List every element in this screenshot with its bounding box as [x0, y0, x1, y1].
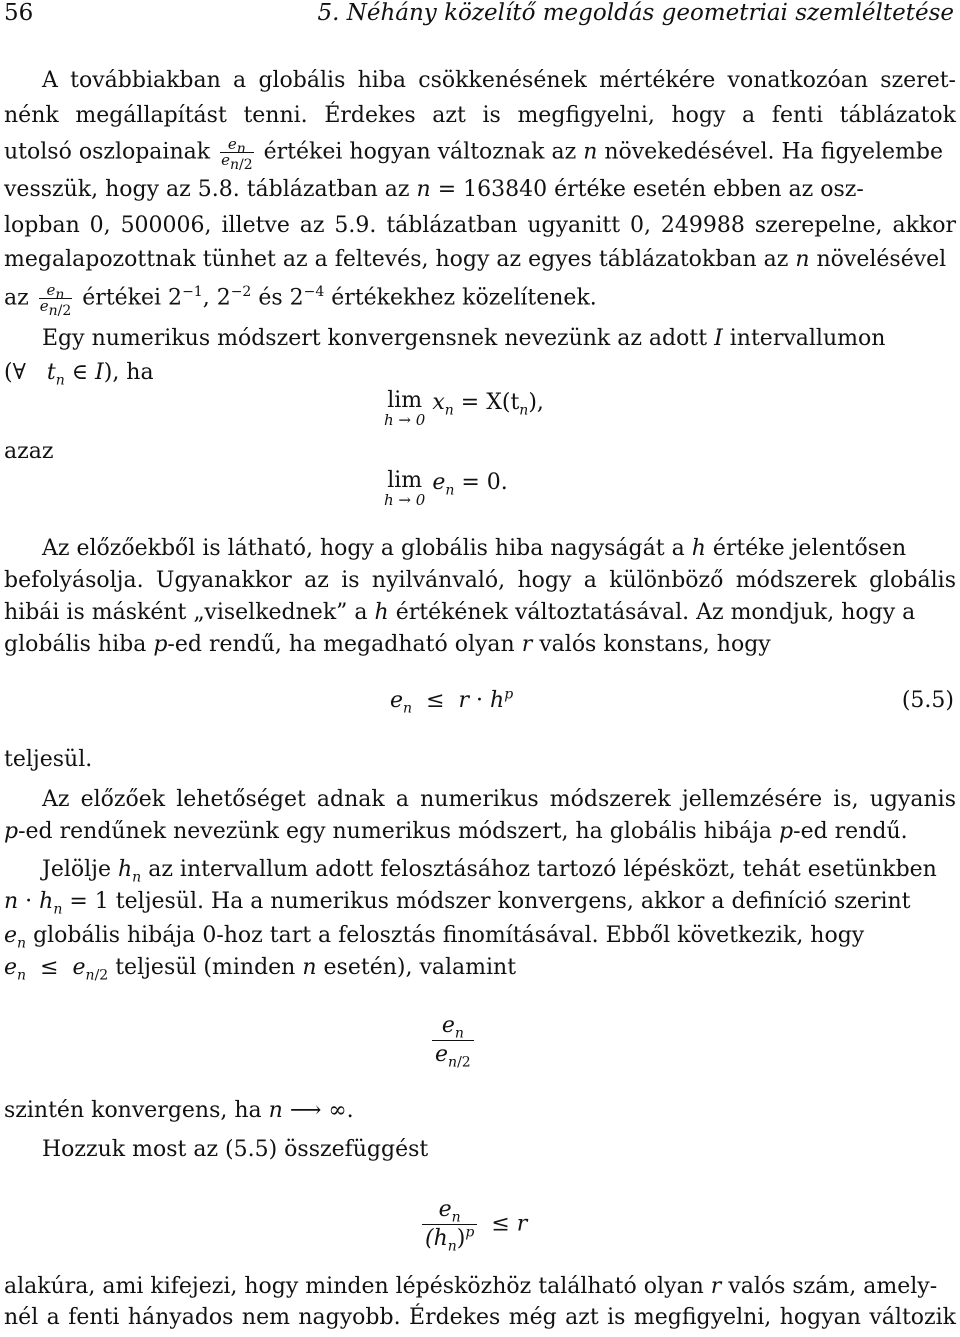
p5-line-2: $n \cdot h_n = 1$ teljesül. Ha a numerikus módszer konvergens, akkor a definíció szerint — [4, 889, 911, 918]
limit-equation-2: lim h → 0 $e_n = 0$. — [384, 468, 508, 509]
p1-line-5: lopban 0, 500006, illetve az 5.9. táblázatban ugyanitt 0, 249988 szerepelne, akkor — [4, 213, 956, 238]
page-number: 56 — [4, 0, 34, 26]
p1-line-6: megalapozottnak tünhet az a feltevés, hogy az egyes táblázatokban az n növelésével — [4, 247, 947, 272]
equation-number: (5.5) — [901, 688, 954, 713]
p6-line-2: nél a fenti hányados nem nagyobb. Érdekes még azt is megfigyelni, hogyan változik — [4, 1305, 956, 1330]
p4-line-2: p-ed rendűnek nevezünk egy numerikus módszert, ha globális hibája p-ed rendű. — [4, 819, 908, 844]
p5-line-4: $e_n \le e_{n/2}$ teljesül (minden n esetén), valamint — [4, 955, 517, 984]
p3-line-2: befolyásolja. Ugyanakkor az is nyilvánvaló, hogy a különböző módszerek globális — [4, 568, 956, 593]
chapter-title: 5. Néhány közelítő megoldás geometriai szemléltetése — [317, 0, 954, 26]
fraction-en-over-en2: $\frac{e_n}{e_{n/2}}$ — [221, 135, 253, 173]
azaz-word: azaz — [4, 439, 54, 464]
equation-5-5: $e_n \le r \cdot h^p$ — [390, 686, 514, 717]
p2-line-2: (∀ $t_n$ ∈ I), ha — [4, 360, 154, 389]
p6-line-1: alakúra, ami kifejezi, hogy minden lépésközhöz található olyan r valós szám, amely- — [4, 1274, 938, 1299]
fraction-display-1: $\frac{e_n}{e_{n/2}}$ — [432, 1012, 474, 1069]
p1-line-2: nénk megállapítást tenni. Érdekes azt is megfigyelni, hogy a fenti táblázatok — [4, 103, 956, 128]
p1-line-3: utolsó oszlopainak $\frac{e_n}{e_{n/2}}$ értékei hogyan változnak az n növekedésével. Ha figyelembe — [4, 135, 943, 173]
fraction-en-over-en2-b: $\frac{e_n}{e_{n/2}}$ — [39, 281, 72, 319]
p5-line-1: Jelölje $h_n$ az intervallum adott felosztásához tartozó lépésközt, tehát esetünkben — [42, 857, 937, 886]
p3-line-1: Az előzőekből is látható, hogy a globális hiba nagyságát a h értéke jelentősen — [42, 536, 907, 561]
p5-line-3: $e_n$ globális hibája 0-hoz tart a felosztás finomításával. Ebből következik, hogy — [4, 923, 865, 952]
p3-line-4: globális hiba p-ed rendű, ha megadható olyan r valós konstans, hogy — [4, 632, 771, 657]
p5-line-5: szintén konvergens, ha n ⟶ ∞. — [4, 1098, 354, 1123]
p2-line-1: Egy numerikus módszert konvergensnek nevezünk az adott I intervallumon — [42, 326, 886, 351]
p1-line-7: az $\frac{e_n}{e_{n/2}}$ értékei $2^{-1}$, $2^{-2}$ és $2^{-4}$ értékekhez közelítenek. — [4, 281, 597, 319]
p5-line-6: Hozzuk most az (5.5) összefüggést — [42, 1137, 429, 1162]
p1-line-4: vesszük, hogy az 5.8. táblázatban az n = 163840 értéke esetén ebben az osz- — [4, 177, 864, 202]
p4-line-1: Az előzőek lehetőséget adnak a numerikus módszerek jellemzésére is, ugyanis — [42, 787, 956, 812]
limit-equation-1: lim h → 0 $x_n = X(t_n)$, — [384, 388, 544, 429]
fraction-display-2: $\frac{e_n}{(h_n)^p}$ ≤ r — [422, 1196, 527, 1253]
p1-line-1: A továbbiakban a globális hiba csökkenésének mértékére vonatkozóan szeret- — [42, 68, 956, 93]
p3-line-3: hibái is másként „viselkednek” a h értékének változtatásával. Az mondjuk, hogy a — [4, 600, 916, 625]
page-header — [4, 0, 954, 34]
teljesul-word: teljesül. — [4, 747, 93, 772]
